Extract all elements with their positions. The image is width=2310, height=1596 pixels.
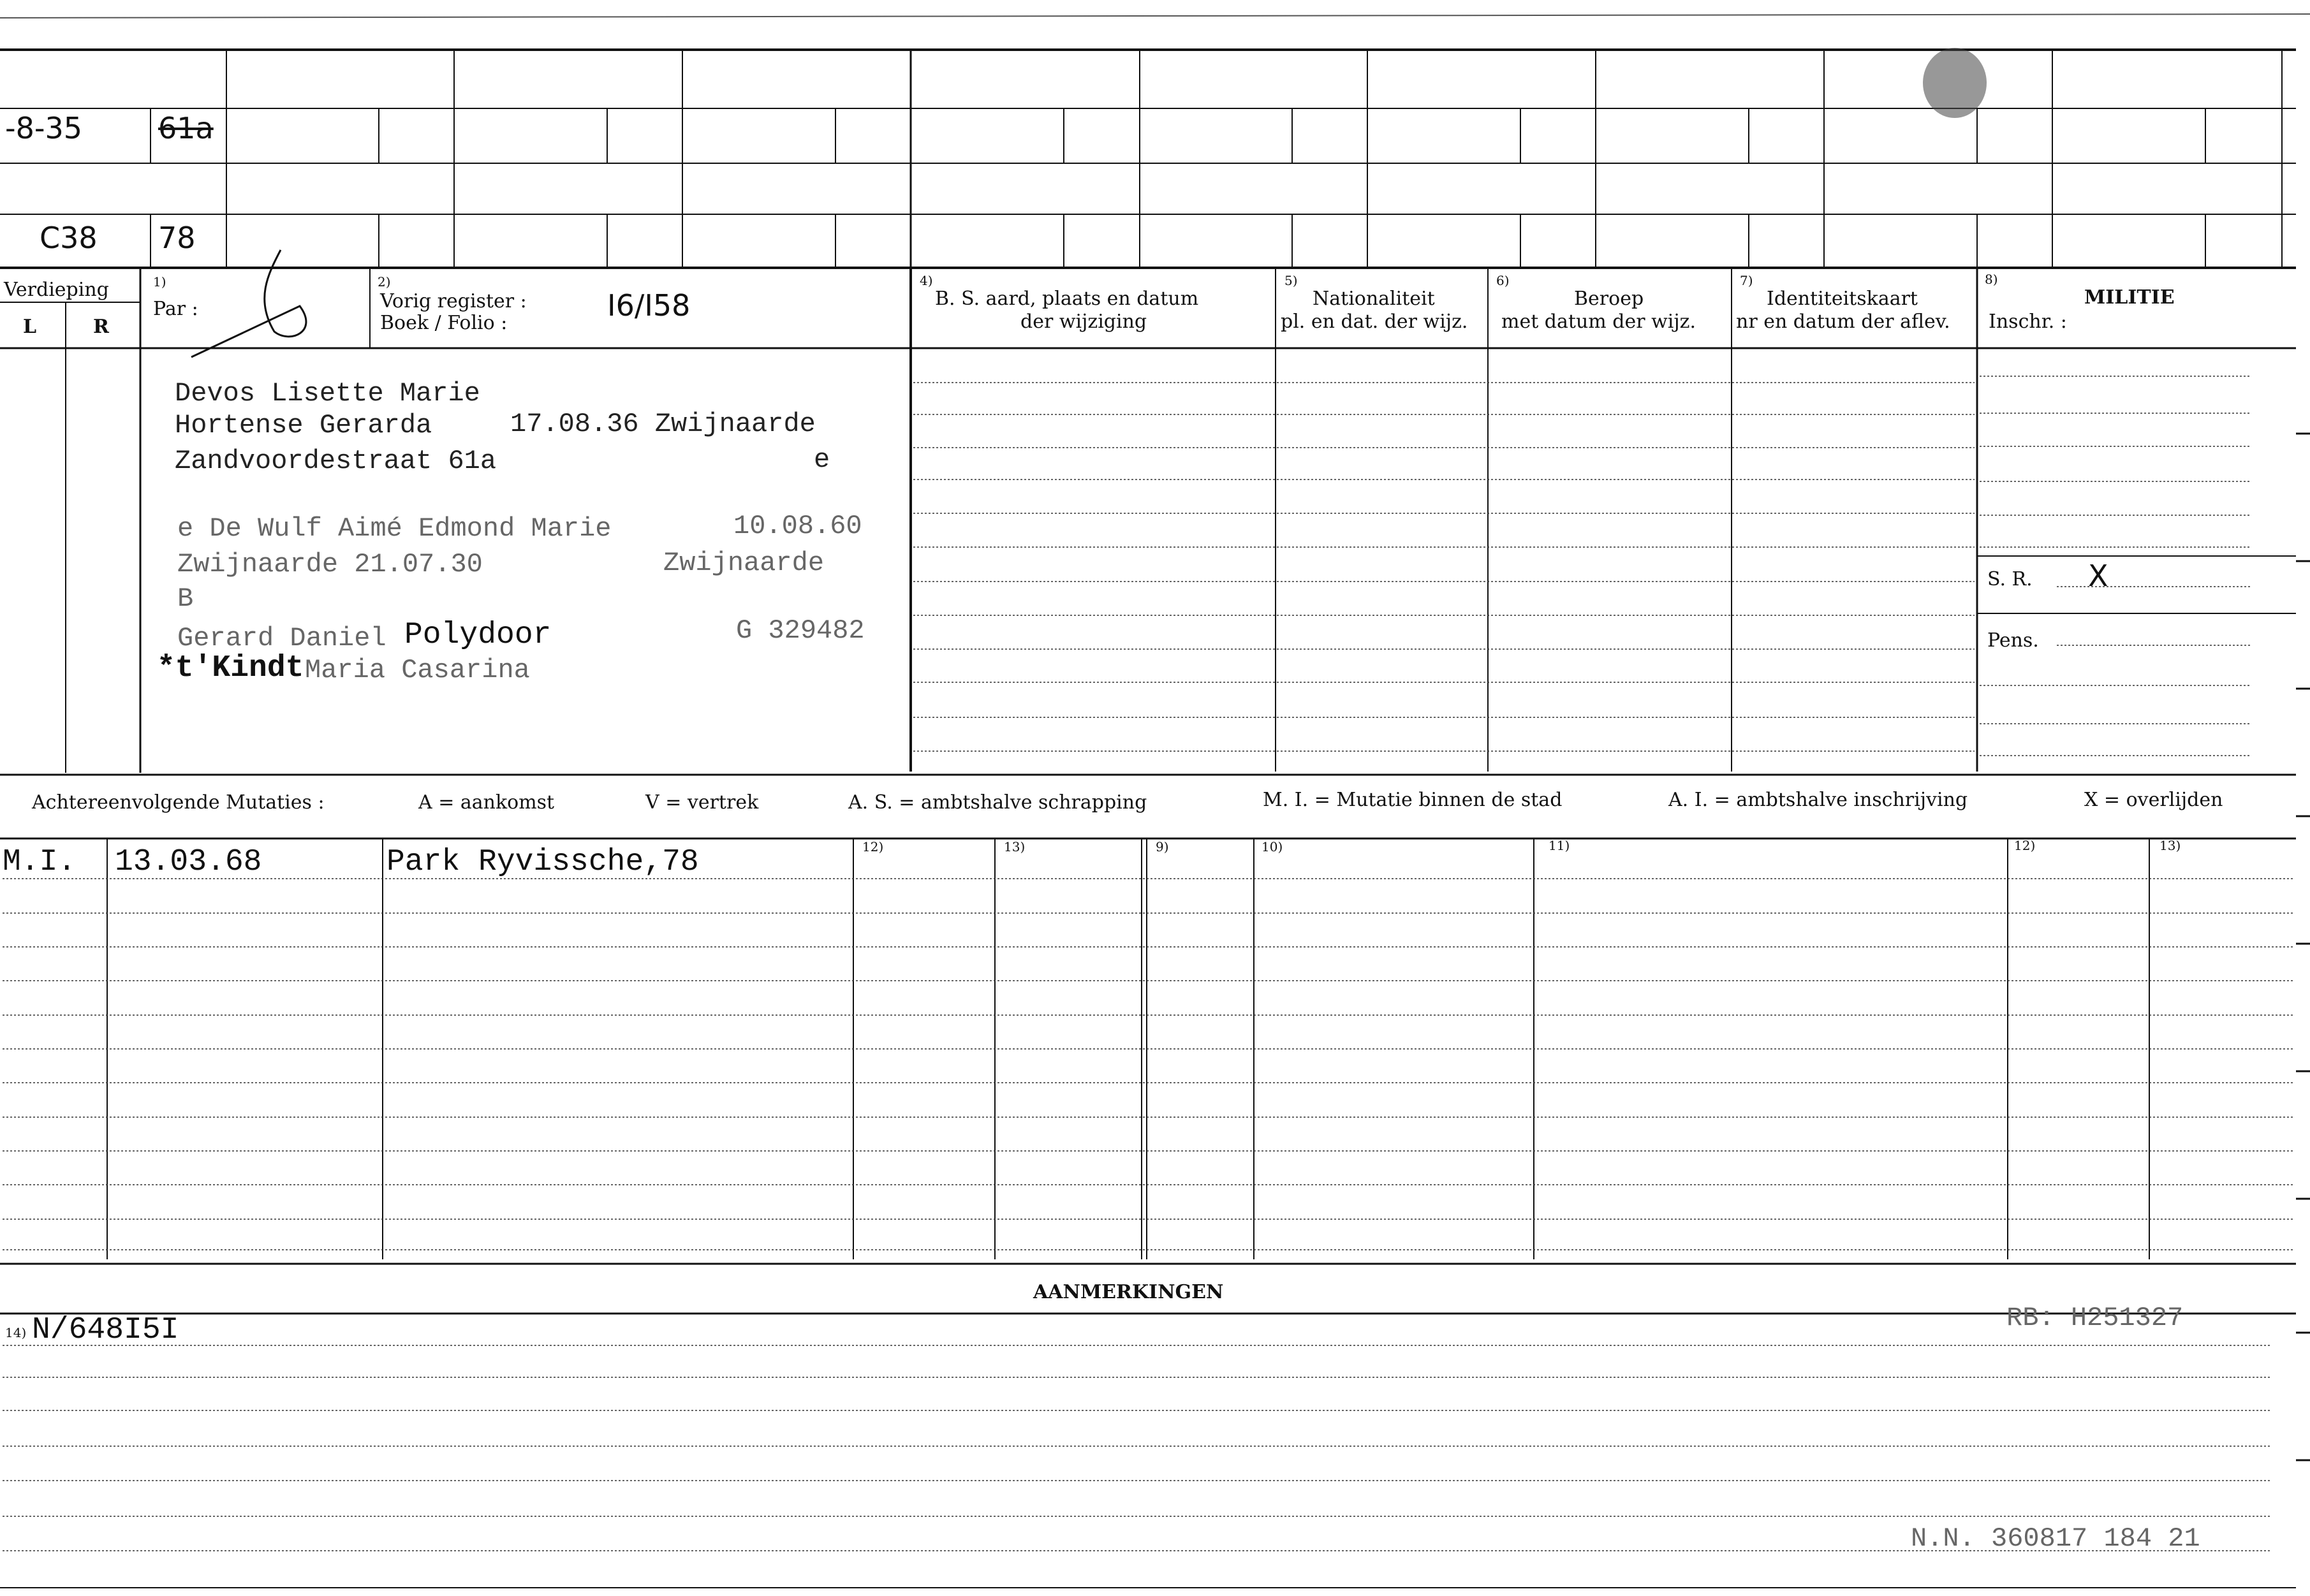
register-value: I6/I58: [607, 288, 691, 323]
legend-ambtshalve-inschrijving: A. I. = ambtshalve inschrijving: [1668, 789, 1968, 811]
person-b-mark: B: [177, 583, 194, 614]
boek-folio-label: Boek / Folio :: [380, 312, 508, 334]
vorig-register-label: Vorig register :: [380, 290, 527, 312]
mutaties-title: Achtereenvolgende Mutaties :: [32, 791, 325, 814]
col-footnote-13b: 13): [2159, 838, 2181, 853]
mother-name: Maria Casarina: [305, 655, 530, 685]
person-name-line1: Devos Lisette Marie: [175, 378, 480, 409]
mutation-date: 13.03.68: [115, 845, 262, 879]
verdieping-l-label: L: [23, 316, 37, 338]
spouse-name: e De Wulf Aimé Edmond Marie: [177, 513, 612, 544]
identiteitskaart-header-line1: Identiteitskaart: [1767, 288, 1918, 310]
aanmerkingen-title: AANMERKINGEN: [1033, 1281, 1224, 1303]
marriage-date: 10.08.60: [733, 511, 862, 541]
legend-mutatie-binnen-stad: M. I. = Mutatie binnen de stad: [1263, 789, 1563, 811]
aanmerking-code: N/648I5I: [32, 1313, 179, 1347]
nationaliteit-header-line1: Nationaliteit: [1313, 288, 1435, 310]
pens-label: Pens.: [1987, 629, 2039, 652]
footnote-6: 6): [1496, 273, 1510, 288]
col-footnote-9: 9): [1156, 839, 1169, 854]
identiteitskaart-header-line2: nr en datum der aflev.: [1736, 311, 1950, 333]
sr-label: S. R.: [1987, 568, 2033, 590]
col-footnote-13a: 13): [1004, 839, 1026, 854]
footnote-14: 14): [5, 1325, 27, 1340]
legend-aankomst: A = aankomst: [418, 791, 555, 814]
top-number-cell: 78: [158, 221, 196, 255]
father-code: G 329482: [736, 615, 865, 646]
mutation-address: Park Ryvissche,78: [386, 845, 699, 879]
bs-header-line1: B. S. aard, plaats en datum: [935, 288, 1199, 310]
beroep-header-line1: Beroep: [1574, 288, 1644, 310]
nationaliteit-header-line2: pl. en dat. der wijz.: [1281, 311, 1468, 333]
father-name: Gerard Daniel: [177, 623, 386, 654]
bs-header-line2: der wijziging: [1020, 311, 1147, 333]
legend-overlijden: X = overlijden: [2084, 789, 2223, 811]
footnote-2: 2): [378, 274, 391, 289]
spouse-birthplace: Zwijnaarde: [663, 548, 825, 578]
beroep-header-line2: met datum der wijz.: [1501, 311, 1696, 333]
sr-value: X: [2088, 559, 2108, 593]
top-date-cell: -8-35: [5, 111, 82, 145]
father-name-2: Polydoor: [404, 618, 552, 652]
rb-number: RB: H251327: [2006, 1303, 2184, 1333]
militie-header: MILITIE: [2084, 286, 2175, 309]
top-house-cell: 61a: [158, 111, 214, 145]
col-footnote-11: 11): [1549, 838, 1570, 853]
col-footnote-10: 10): [1262, 839, 1283, 854]
legend-vertrek: V = vertrek: [645, 791, 759, 814]
person-birth: 17.08.36 Zwijnaarde: [510, 409, 816, 439]
spouse-birth: Zwijnaarde 21.07.30: [177, 549, 483, 580]
footnote-8: 8): [1985, 272, 1998, 287]
nn-number: N.N. 360817 184 21: [1911, 1523, 2200, 1554]
verdieping-label: Verdieping: [4, 279, 109, 301]
footnote-7: 7): [1740, 273, 1753, 288]
col-footnote-12b: 12): [2014, 838, 2036, 853]
person-address: Zandvoordestraat 61a: [175, 446, 497, 476]
person-name-line2: Hortense Gerarda: [175, 410, 432, 441]
mutation-type: M.I.: [3, 845, 77, 879]
legend-ambtshalve-schrapping: A. S. = ambtshalve schrapping: [848, 791, 1147, 814]
verdieping-r-label: R: [93, 316, 109, 338]
person-address-mark: e: [814, 444, 830, 475]
mother-prefix: *t'Kindt: [157, 651, 304, 685]
par-label: Par :: [153, 298, 198, 320]
footnote-5: 5): [1284, 273, 1298, 288]
top-code-cell: C38: [40, 221, 98, 255]
col-footnote-12a: 12): [862, 839, 884, 854]
footnote-1: 1): [153, 274, 166, 289]
inschr-label: Inschr. :: [1989, 311, 2067, 333]
footnote-4: 4): [920, 273, 933, 288]
